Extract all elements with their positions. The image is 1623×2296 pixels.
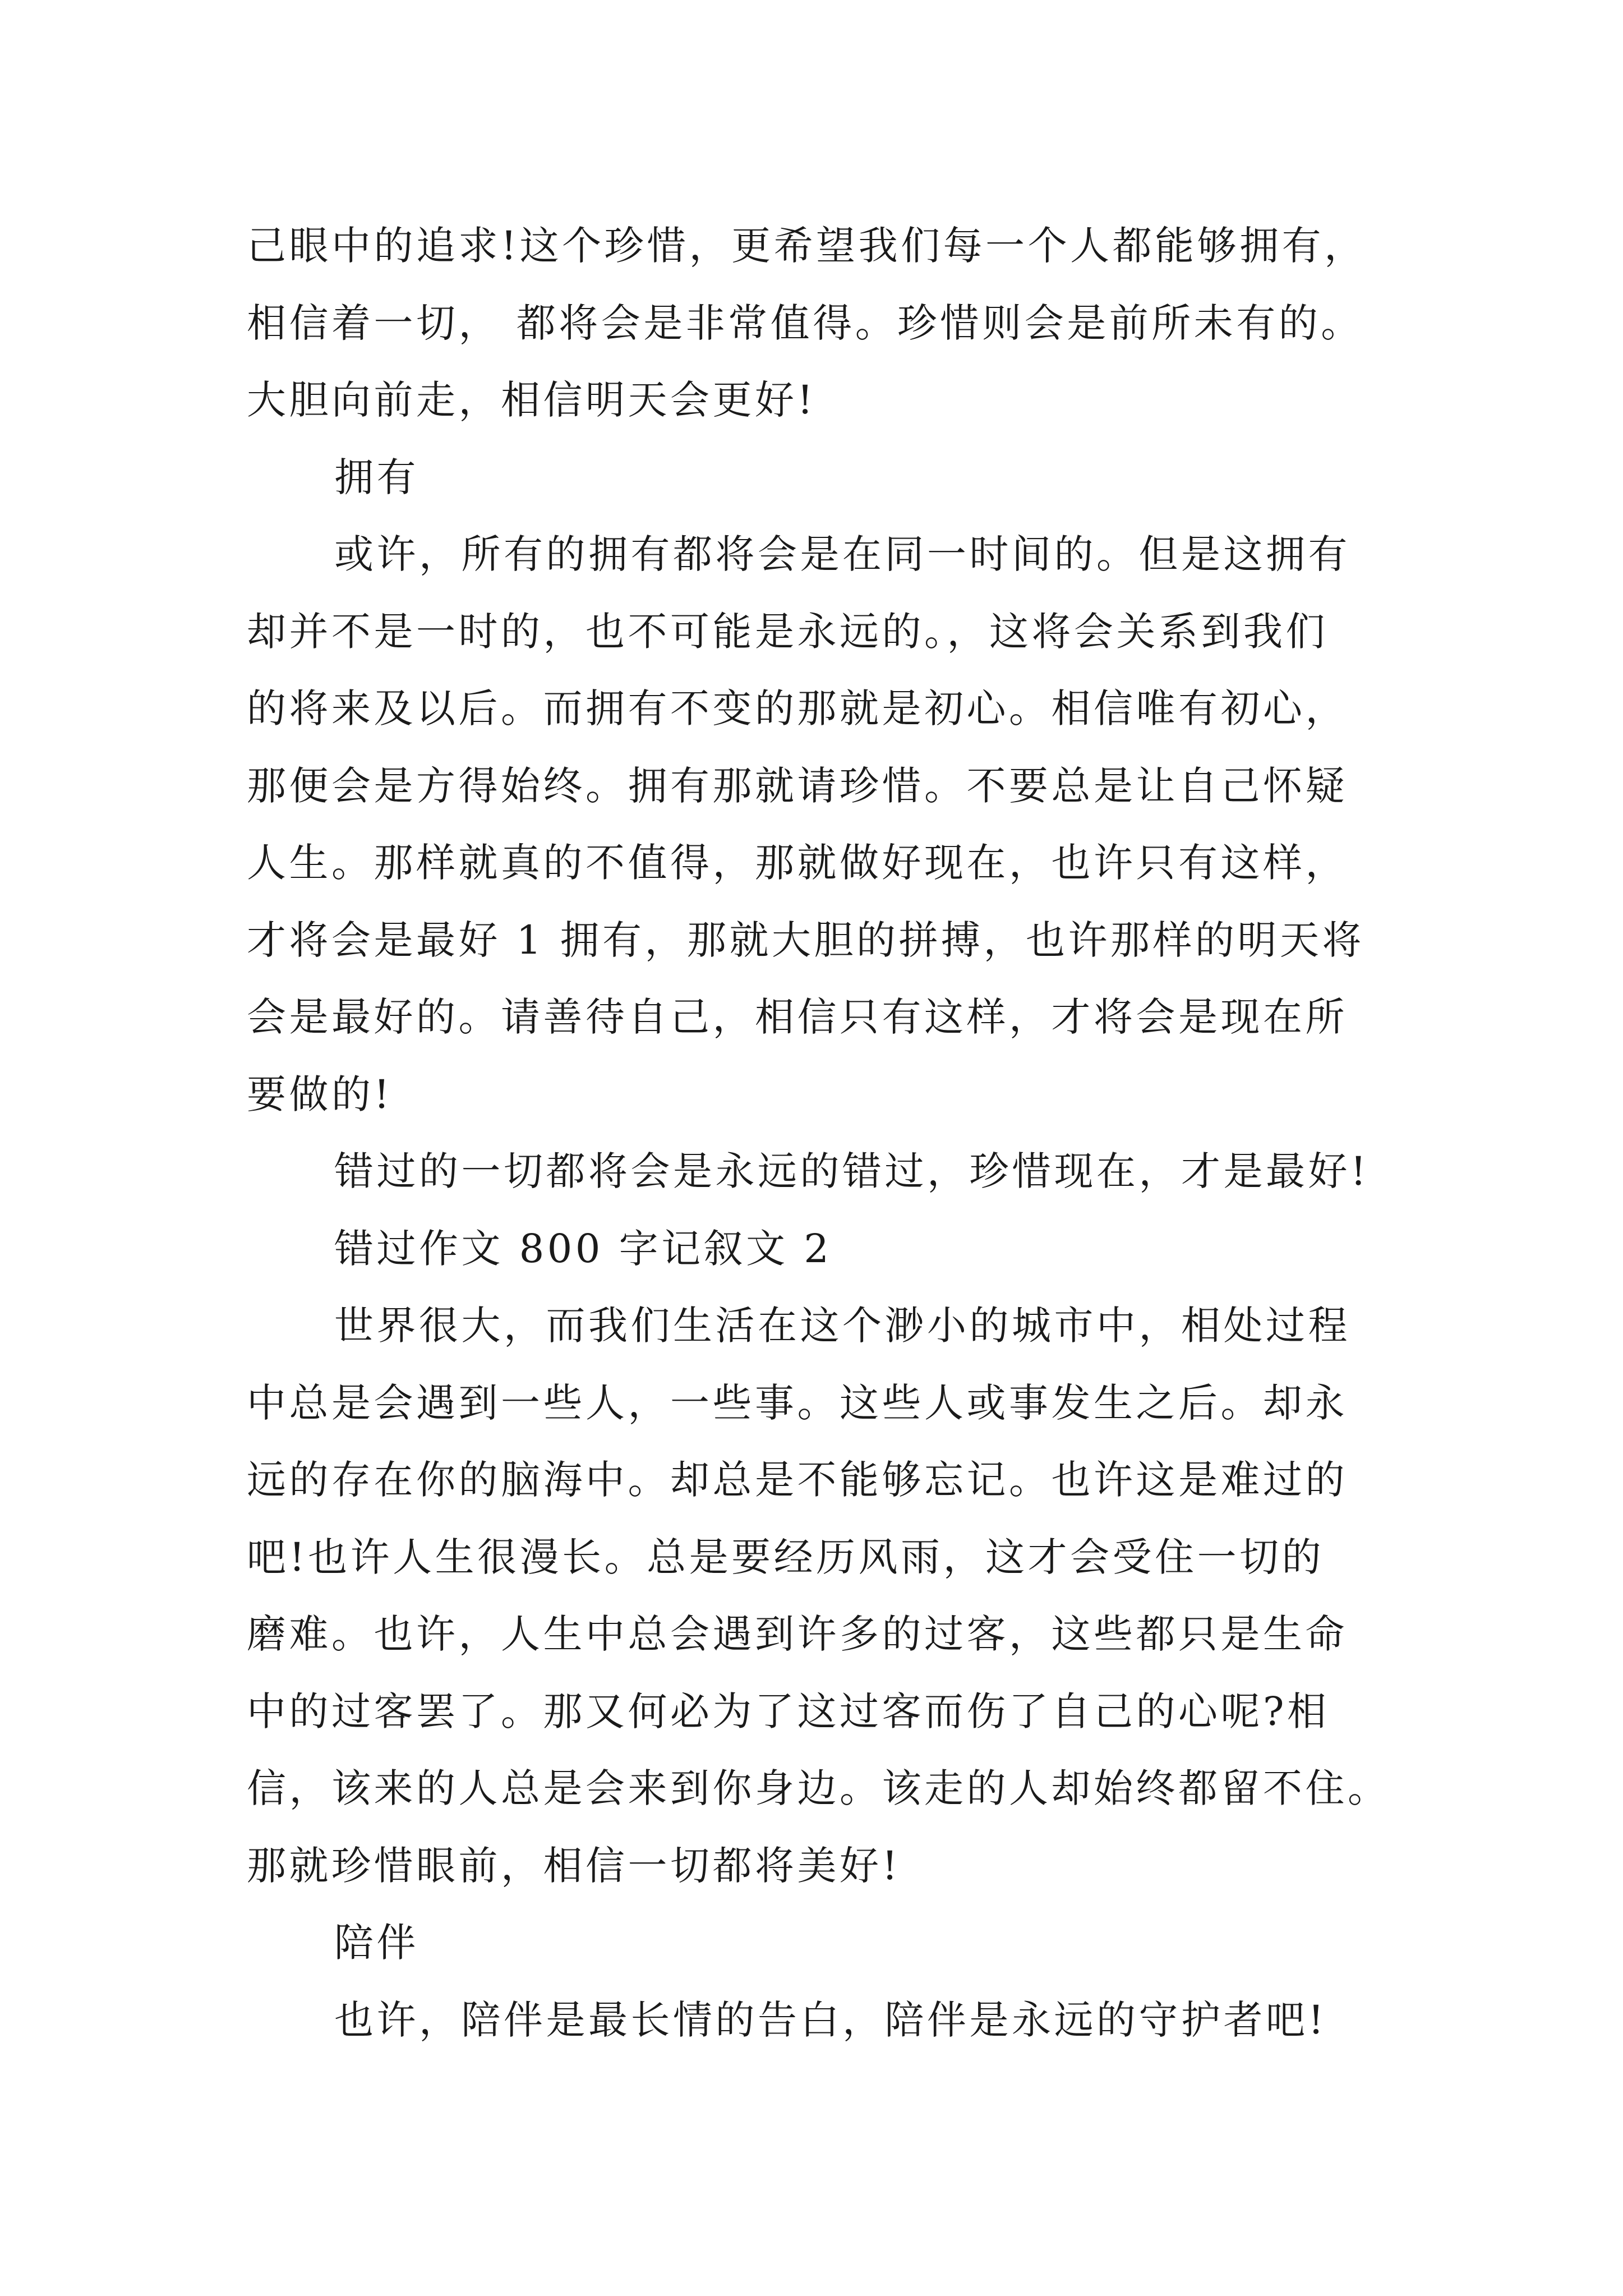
section-heading-peiban: 陪伴 bbox=[334, 1920, 419, 1966]
text-line: 会是最好的。请善待自己，相信只有这样，才将会是现在所 bbox=[247, 994, 1348, 1040]
text-line: 那就珍惜眼前，相信一切都将美好! bbox=[247, 1842, 901, 1889]
section-heading-yongyou: 拥有 bbox=[334, 454, 419, 500]
document-body bbox=[247, 208, 1390, 2059]
text-line: 错过的一切都将会是永远的错过，珍惜现在，才是最好! bbox=[334, 1148, 1370, 1194]
text-line: 磨难。也许，人生中总会遇到许多的过客，这些都只是生命 bbox=[247, 1611, 1348, 1657]
text-line: 中总是会遇到一些人，一些事。这些人或事发生之后。却永 bbox=[247, 1379, 1348, 1426]
text-line: 己眼中的追求!这个珍惜，更希望我们每一个人都能够拥有， bbox=[247, 223, 1367, 269]
text-line: 那便会是方得始终。拥有那就请珍惜。不要总是让自己怀疑 bbox=[247, 762, 1348, 809]
text-line: 也许，陪伴是最长情的告白，陪伴是永远的守护者吧! bbox=[334, 1996, 1327, 2043]
text-line: 吧!也许人生很漫长。总是要经历风雨，这才会受住一切的 bbox=[247, 1534, 1325, 1580]
text-line: 或许，所有的拥有都将会是在同一时间的。但是这拥有 bbox=[334, 531, 1350, 577]
text-line: 却并不是一时的，也不可能是永远的。，这将会关系到我们 bbox=[247, 608, 1328, 655]
text-line: 的将来及以后。而拥有不变的那就是初心。相信唯有初心， bbox=[247, 685, 1348, 731]
text-line: 相信着一切， 都将会是非常值得。珍惜则会是前所未有的。 bbox=[247, 300, 1363, 346]
text-line: 要做的! bbox=[247, 1071, 393, 1117]
text-line: 世界很大，而我们生活在这个渺小的城市中，相处过程 bbox=[334, 1303, 1350, 1349]
text-line: 人生。那样就真的不值得，那就做好现在，也许只有这样， bbox=[247, 840, 1348, 886]
text-line: 大胆向前走，相信明天会更好! bbox=[247, 377, 817, 423]
text-line: 才将会是最好 1 拥有，那就大胆的拼搏，也许那样的明天将 bbox=[247, 917, 1365, 963]
essay-title: 错过作文 800 字记叙文 2 bbox=[334, 1225, 832, 1272]
text-line: 远的存在你的脑海中。却总是不能够忘记。也许这是难过的 bbox=[247, 1457, 1348, 1503]
text-line: 信，该来的人总是会来到你身边。该走的人却始终都留不住。 bbox=[247, 1765, 1390, 1811]
text-line: 中的过客罢了。那又何必为了这过客而伤了自己的心呢?相 bbox=[247, 1688, 1330, 1734]
